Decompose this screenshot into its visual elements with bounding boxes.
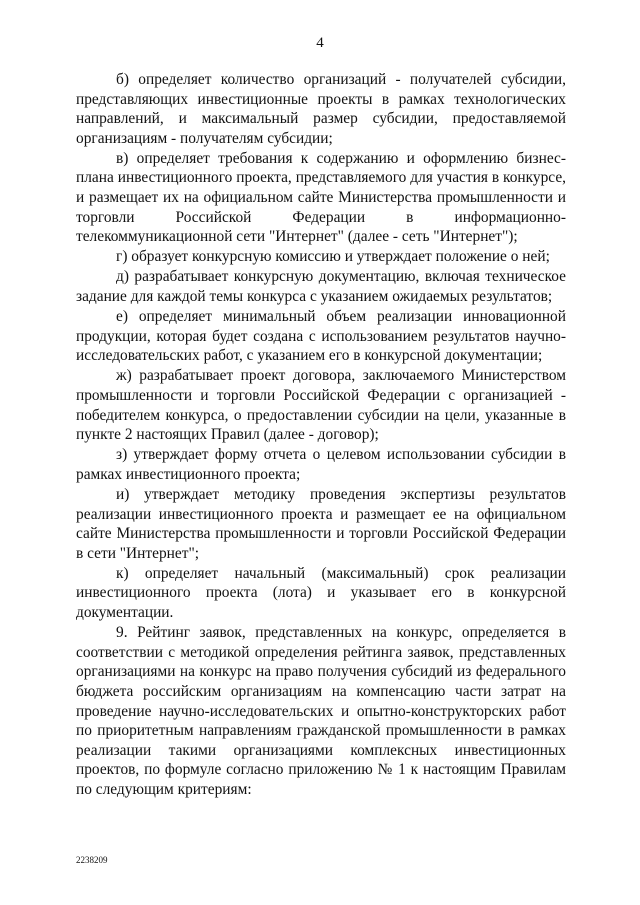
paragraph-d: д) разрабатывает конкурсную документацию, включая техническое задание для каждой темы конкурса с указанием ожидаемых результатов; [76,268,566,306]
paragraph-zh: ж) разрабатывает проект договора, заключаемого Министерством промышленности и торговли Российской Федерации с организацией - победителем конкурса, о предоставлении субсидии на цели, указанные в пункте 2 настоящих Правил (далее - договор); [76,367,566,444]
page-number: 4 [316,35,324,51]
paragraph-k: к) определяет начальный (максимальный) срок реализации инвестиционного проекта (лота) и указывает его в конкурсной документации. [76,564,566,622]
document-id: 2238209 [76,855,108,865]
document-body [76,70,566,799]
paragraph-g: г) образует конкурсную комиссию и утверждает положение о ней; [116,248,550,266]
paragraph-v: в) определяет требования к содержанию и оформлению бизнес-плана инвестиционного проекта, представляемого для участия в конкурсе, и размещает их на официальном сайте Министерства промышленности и торговли Российской Федерации в информационно-телекоммуникационной сети "Интернет" (далее - сеть "Интернет"); [76,149,566,246]
paragraph-e: е) определяет минимальный объем реализации инновационной продукции, которая будет создана с использованием результатов научно-исследовательских работ, с указанием его в конкурсной документации; [76,308,566,365]
paragraph-i: и) утверждает методику проведения экспертизы результатов реализации инвестиционного проекта и размещает ее на официальном сайте Министерства промышленности и торговли Российской Федерации в сети "Интернет"; [76,485,566,562]
paragraph-9-rating: 9. Рейтинг заявок, представленных на конкурс, определяется в соответствии с методикой определения рейтинга заявок, представленных организациями на конкурс на право получения субсидий из федерального бюджета российским организациям на компенсацию части затрат на проведение научно-исследовательских и опытно-конструкторских работ по приоритетным направлениям гражданской промышленности в рамках реализации такими организациями комплексных инвестиционных проектов, по формуле согласно приложению № 1 к настоящим Правилам по следующим критериям: [76,624,566,798]
paragraph-b: б) определяет количество организаций - получателей субсидии, представляющих инвестиционные проекты в рамках технологических направлений, и максимальный размер субсидии, предоставляемой организациям - получателям субсидии; [76,71,566,147]
paragraph-z: з) утверждает форму отчета о целевом использовании субсидии в рамках инвестиционного проекта; [76,446,566,483]
